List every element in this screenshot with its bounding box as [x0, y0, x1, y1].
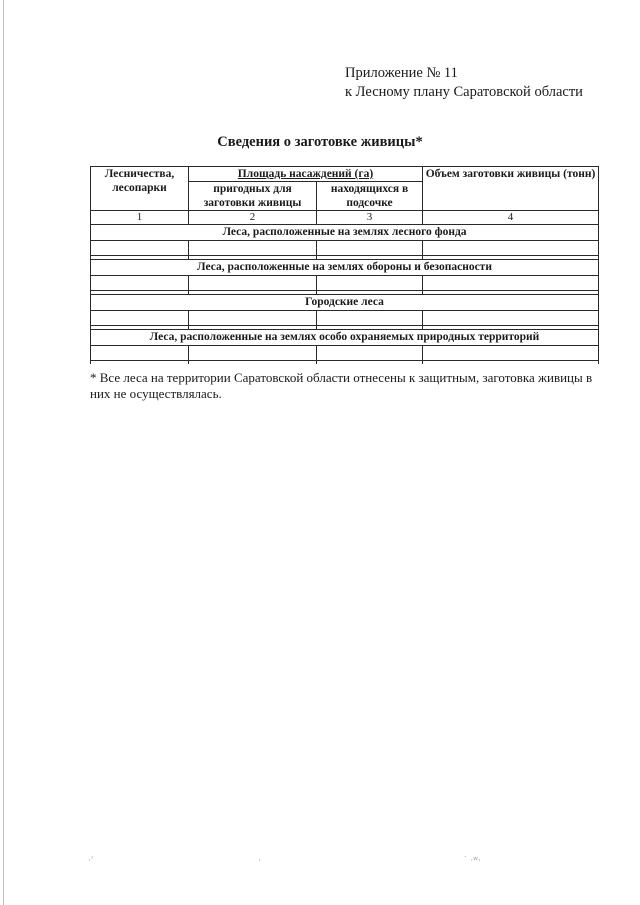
table-cell [423, 361, 599, 365]
column-number: 4 [423, 211, 599, 225]
scan-mark: · [258, 856, 261, 866]
resin-harvest-table [90, 166, 599, 364]
column-number: 2 [189, 211, 317, 225]
table-cell [317, 311, 423, 326]
header-area-label: Площадь насаждений (га) [237, 168, 374, 180]
table-cell [189, 311, 317, 326]
table-cell [189, 361, 317, 365]
section-title: Городские леса [91, 295, 599, 311]
section-title: Леса, расположенные на землях обороны и безопасности [91, 260, 599, 276]
section-row [91, 295, 599, 311]
column-number-row [91, 211, 599, 225]
table-cell [317, 346, 423, 361]
section-row [91, 225, 599, 241]
footnote: * Все леса на территории Саратовской области отнесены к защитным, заготовка живицы в них не осуществлялась. [90, 370, 593, 401]
table-cell [317, 276, 423, 291]
table-cell [317, 361, 423, 365]
header-tapping: находящихся в подсочке [317, 182, 423, 211]
table-row [91, 311, 599, 326]
appendix-reference: к Лесному плану Саратовской области [345, 84, 583, 100]
section-title: Леса, расположенные на землях лесного фонда [91, 225, 599, 241]
header-suitable: пригодных для заготовки живицы [189, 182, 317, 211]
table-cell [91, 241, 189, 256]
header-volume: Объем заготовки живицы (тонн) [423, 167, 599, 211]
table-cell [317, 241, 423, 256]
table-cell [91, 276, 189, 291]
table-cell [423, 346, 599, 361]
table-cell [189, 346, 317, 361]
table-row [91, 346, 599, 361]
appendix-header [345, 64, 583, 102]
table-cell [423, 241, 599, 256]
table-cell [91, 311, 189, 326]
table-cell [423, 276, 599, 291]
table-cell [423, 311, 599, 326]
document-title: Сведения о заготовке живицы* [217, 134, 423, 150]
column-number: 3 [317, 211, 423, 225]
row-spacer [91, 361, 599, 365]
table-row [91, 276, 599, 291]
table-cell [91, 346, 189, 361]
section-row [91, 330, 599, 346]
column-number: 1 [91, 211, 189, 225]
table-header-row [91, 167, 599, 182]
table-row [91, 241, 599, 256]
scan-mark: ·ˈ [88, 856, 94, 866]
section-title: Леса, расположенные на землях особо охраняемых природных территорий [91, 330, 599, 346]
header-area [189, 167, 423, 182]
appendix-number: Приложение № 11 [345, 65, 458, 81]
table-cell [189, 276, 317, 291]
scan-mark: ˙ ·ʷ· [463, 856, 481, 866]
table-cell [189, 241, 317, 256]
table-cell [91, 361, 189, 365]
section-row [91, 260, 599, 276]
header-forestry: Лесничества, лесопарки [91, 167, 189, 211]
